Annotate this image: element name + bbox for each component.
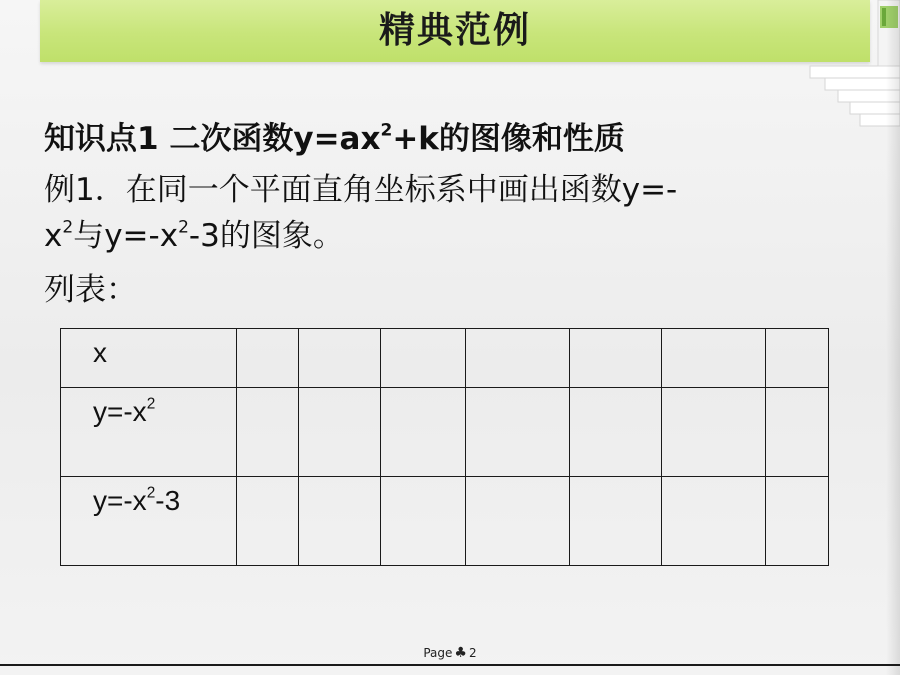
table-cell[interactable] — [766, 388, 829, 477]
list-label: 列表： — [44, 272, 137, 308]
table-row — [61, 477, 829, 566]
table-row — [61, 329, 829, 388]
slide-title: 精典范例 — [378, 10, 531, 51]
example-line-2 — [44, 216, 344, 256]
table-cell[interactable] — [381, 388, 466, 477]
table-cell[interactable] — [237, 329, 299, 388]
club-icon: ♣ — [454, 645, 467, 661]
knowledge-point-heading — [44, 119, 625, 159]
table-cell[interactable] — [466, 477, 570, 566]
row-label-y-neg-x-squared: $y=-x^2$ — [61, 388, 237, 477]
table-cell[interactable] — [466, 329, 570, 388]
table-cell[interactable] — [381, 477, 466, 566]
table-cell[interactable] — [299, 329, 381, 388]
knowledge-point-prefix: 知识点1 二次函数y=ax — [44, 121, 381, 157]
page-number: 2 — [468, 646, 477, 660]
table-cell[interactable] — [237, 388, 299, 477]
knowledge-point-exponent: 2 — [380, 120, 393, 141]
value-table — [60, 328, 829, 566]
table-cell[interactable] — [662, 388, 766, 477]
page-footer — [0, 645, 900, 661]
example-x: x — [44, 218, 63, 254]
row-label-x: x — [61, 329, 237, 388]
example-exponent-1: 2 — [62, 217, 74, 238]
example-exponent-2: 2 — [178, 217, 189, 238]
table-cell[interactable] — [570, 388, 662, 477]
table-cell[interactable] — [662, 329, 766, 388]
table-cell[interactable] — [766, 329, 829, 388]
table-cell[interactable] — [466, 388, 570, 477]
title-bar — [40, 0, 870, 62]
table-cell[interactable] — [299, 477, 381, 566]
page-label: Page — [423, 646, 453, 660]
table-cell[interactable] — [662, 477, 766, 566]
table-cell[interactable] — [570, 329, 662, 388]
example-tail: -3的图象。 — [188, 218, 344, 254]
bottom-divider — [0, 664, 900, 666]
table-cell[interactable] — [299, 388, 381, 477]
table-cell[interactable] — [766, 477, 829, 566]
right-edge-shadow — [886, 0, 900, 675]
example-and-function: 与y=-x — [73, 218, 179, 254]
example-line-1: 例1．在同一个平面直角坐标系中画出函数y=- — [44, 172, 678, 208]
stairs-decoration-icon — [780, 0, 900, 140]
row-label-y-neg-x-squared-minus-3: $y=-x^2-3$ — [61, 477, 237, 566]
knowledge-point-suffix: +k的图像和性质 — [392, 121, 625, 157]
table-cell[interactable] — [570, 477, 662, 566]
table-cell[interactable] — [381, 329, 466, 388]
table-cell[interactable] — [237, 477, 299, 566]
table-row — [61, 388, 829, 477]
